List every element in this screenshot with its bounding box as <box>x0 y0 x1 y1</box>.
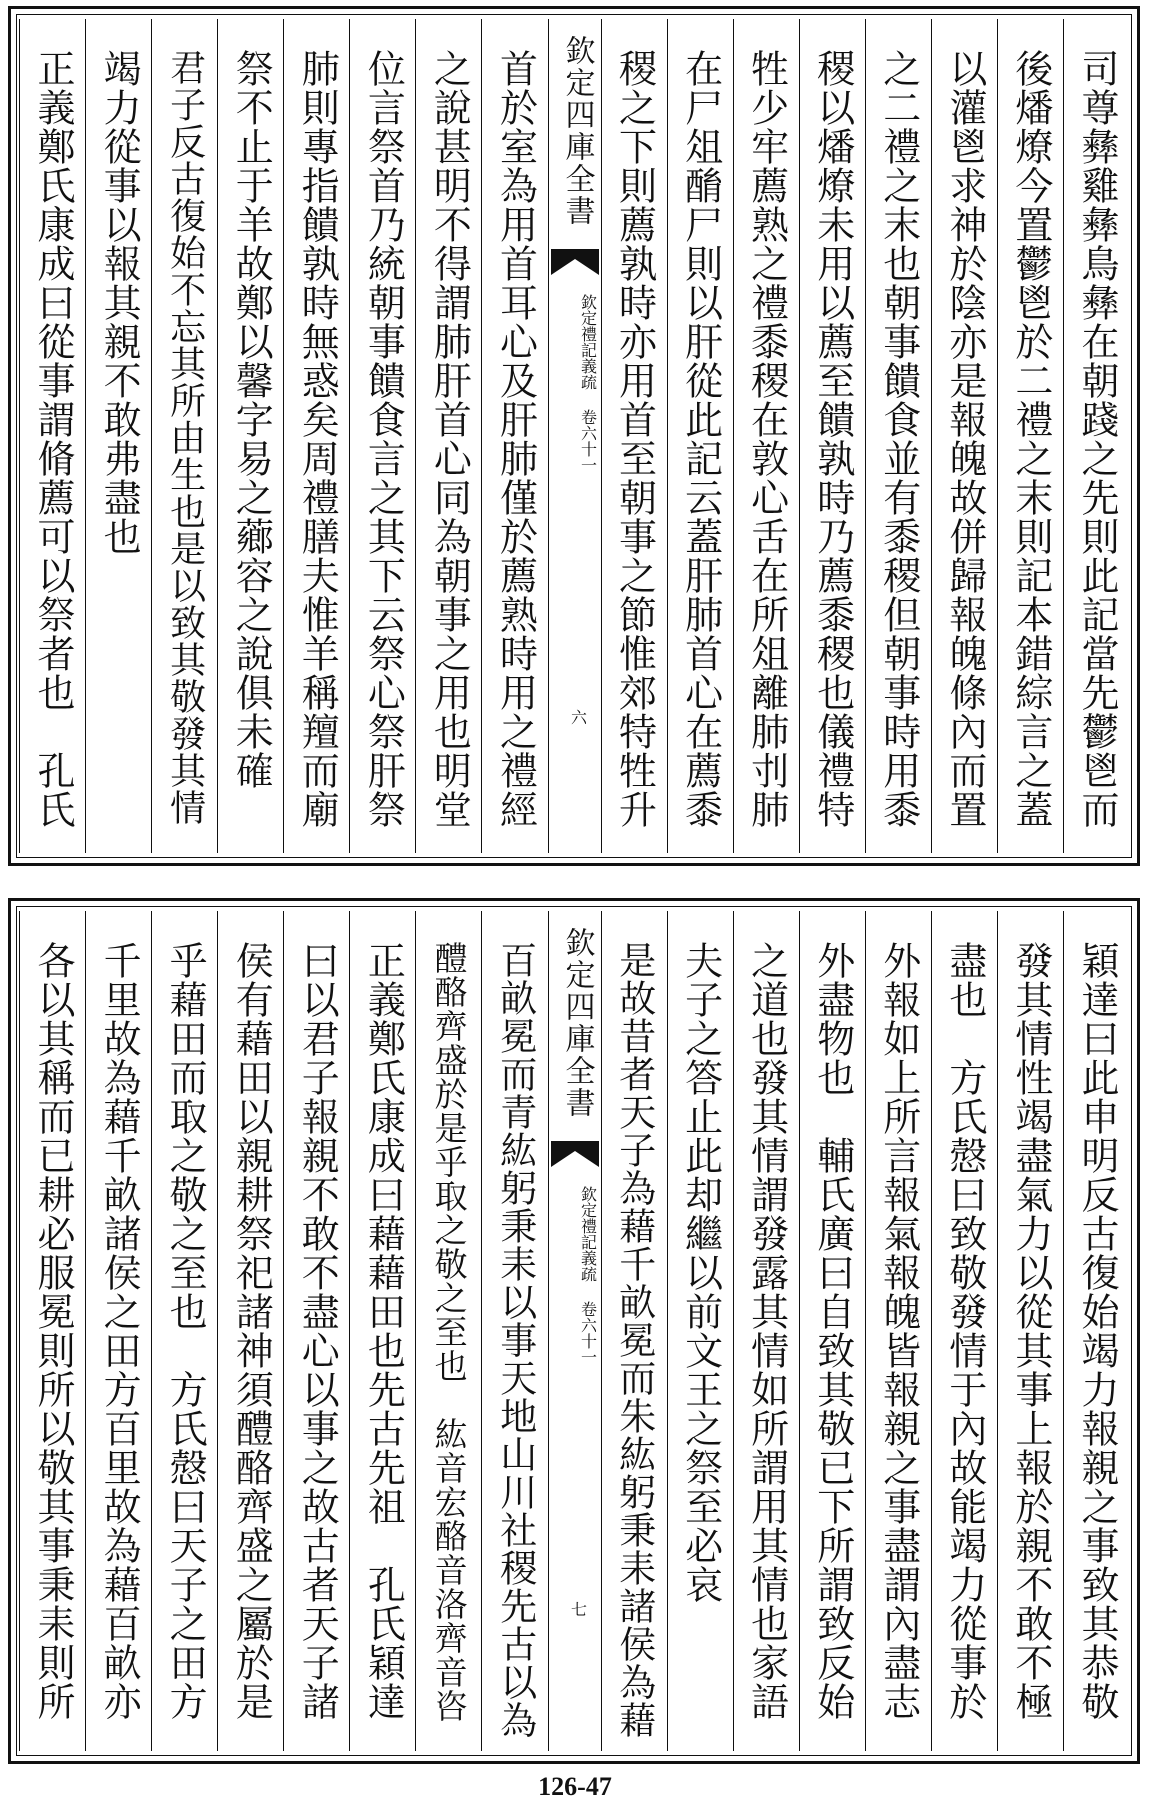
text-column <box>349 19 415 853</box>
text-column <box>19 19 85 853</box>
column-text: 後燔燎今置鬱鬯於二禮之末則記本錯綜言之蓋 <box>1008 49 1053 829</box>
text-column <box>799 911 865 1751</box>
column-text: 侯有藉田以親耕祭祀諸神須醴酪齊盛之屬於是 <box>229 941 274 1721</box>
center-fold-column <box>548 911 601 1751</box>
text-column <box>865 19 931 853</box>
column-text: 稷以燔燎未用以薦至饋孰時乃薦黍稷也儀禮特 <box>810 49 855 829</box>
text-column <box>601 19 667 853</box>
text-column <box>283 19 349 853</box>
text-column <box>733 911 799 1751</box>
column-text: 之道也發其情謂發露其情如所謂用其情也家語 <box>744 941 789 1721</box>
leaf-number: 七 <box>568 1601 588 1617</box>
fishtail-mark-icon <box>549 1139 601 1169</box>
top-page <box>8 6 1140 866</box>
column-text: 正義鄭氏康成曰從事謂脩薦可以祭者也 孔氏 <box>31 49 76 829</box>
text-column <box>667 911 733 1751</box>
column-text: 百畝冕而青紘躬秉耒以事天地山川社稷先古以為 <box>493 941 537 1739</box>
volume-label: 欽定禮記義疏 卷六十一 <box>578 1186 598 1365</box>
text-column <box>283 911 349 1751</box>
text-column <box>733 19 799 853</box>
column-text: 司尊彝雞彝鳥彝在朝踐之先則此記當先鬱鬯而 <box>1074 49 1119 829</box>
text-column <box>415 19 481 853</box>
text-columns <box>19 19 1129 853</box>
page-number: 126-47 <box>538 1772 612 1801</box>
text-column <box>601 911 667 1751</box>
column-text: 以灌鬯求神於陰亦是報魄故併歸報魄條內而置 <box>942 49 987 829</box>
column-text: 夫子之答止此却繼以前文王之祭至必哀 <box>678 941 723 1604</box>
text-column <box>481 19 547 853</box>
column-text: 千里故為藉千畝諸侯之田方百里故為藉百畝亦 <box>97 941 142 1721</box>
fishtail-mark-icon <box>549 247 601 277</box>
column-text: 正義鄭氏康成曰藉藉田也先古先祖 孔氏穎達 <box>361 941 406 1721</box>
column-text: 稷之下則薦孰時亦用首至朝事之節惟郊特牲升 <box>612 49 657 829</box>
text-column <box>1063 911 1129 1751</box>
text-column <box>217 19 283 853</box>
center-fold-column <box>548 19 601 853</box>
column-text: 穎達曰此申明反古復始竭力報親之事致其恭敬 <box>1074 941 1119 1721</box>
text-column <box>799 19 865 853</box>
column-text: 醴酪齊盛於是乎取之敬之至也 紘音宏酪音洛齊音咨 <box>429 941 469 1723</box>
column-text: 在尸俎酳尸則以肝從此記云蓋肝肺首心在薦黍 <box>678 49 723 829</box>
text-column <box>997 19 1063 853</box>
column-text: 外盡物也 輔氏廣曰自致其敬已下所謂致反始 <box>810 941 855 1721</box>
text-column <box>931 19 997 853</box>
column-text: 曰以君子報親不敢不盡心以事之故古者天子諸 <box>295 941 340 1721</box>
column-text: 首於室為用首耳心及肝肺僅於薦熟時用之禮經 <box>493 49 538 829</box>
text-column <box>667 19 733 853</box>
volume-label: 欽定禮記義疏 卷六十一 <box>578 294 598 473</box>
text-column <box>349 911 415 1751</box>
book-title: 欽定四庫全書 <box>559 927 595 1119</box>
text-column <box>481 911 547 1751</box>
column-text: 乎藉田而取之敬之至也 方氏慤曰天子之田方 <box>163 941 208 1721</box>
leaf-number: 六 <box>568 709 588 725</box>
column-text: 外報如上所言報氣報魄皆報親之事盡謂內盡志 <box>876 941 921 1721</box>
column-text: 牲少牢薦熟之禮黍稷在敦心舌在所俎離肺刌肺 <box>744 49 789 829</box>
column-text: 祭不止于羊故鄭以馨字易之薌容之說俱未確 <box>229 49 274 790</box>
bottom-page <box>8 898 1140 1764</box>
text-columns <box>19 911 1129 1751</box>
column-text: 發其情性竭盡氣力以從其事上報於親不敢不極 <box>1008 941 1053 1721</box>
text-column <box>85 911 151 1751</box>
text-column <box>19 911 85 1751</box>
column-text: 肺則專指饋孰時無惑矣周禮膳夫惟羊稱羶而廟 <box>295 49 340 829</box>
text-column <box>85 19 151 853</box>
column-text: 之二禮之末也朝事饋食並有黍稷但朝事時用黍 <box>876 49 921 829</box>
column-text: 竭力從事以報其親不敢弗盡也 <box>97 49 142 556</box>
column-text: 位言祭首乃統朝事饋食言之其下云祭心祭肝祭 <box>361 49 406 829</box>
book-title: 欽定四庫全書 <box>559 35 595 227</box>
column-text: 盡也 方氏慤曰致敬發情于內故能竭力從事於 <box>942 941 987 1721</box>
text-column <box>151 911 217 1751</box>
column-text: 各以其稱而已耕必服冕則所以敬其事秉耒則所 <box>31 941 76 1721</box>
column-text: 君子反古復始不忘其所由生也是以致其敬發其情 <box>164 49 206 826</box>
column-text: 是故昔者天子為藉千畝冕而朱紘躬秉耒諸侯為藉 <box>612 941 656 1739</box>
text-column <box>151 19 217 853</box>
text-column <box>997 911 1063 1751</box>
column-text: 之說甚明不得謂肺肝首心同為朝事之用也明堂 <box>427 49 472 829</box>
text-column <box>1063 19 1129 853</box>
text-column <box>931 911 997 1751</box>
text-column <box>217 911 283 1751</box>
text-column <box>865 911 931 1751</box>
text-column <box>415 911 481 1751</box>
